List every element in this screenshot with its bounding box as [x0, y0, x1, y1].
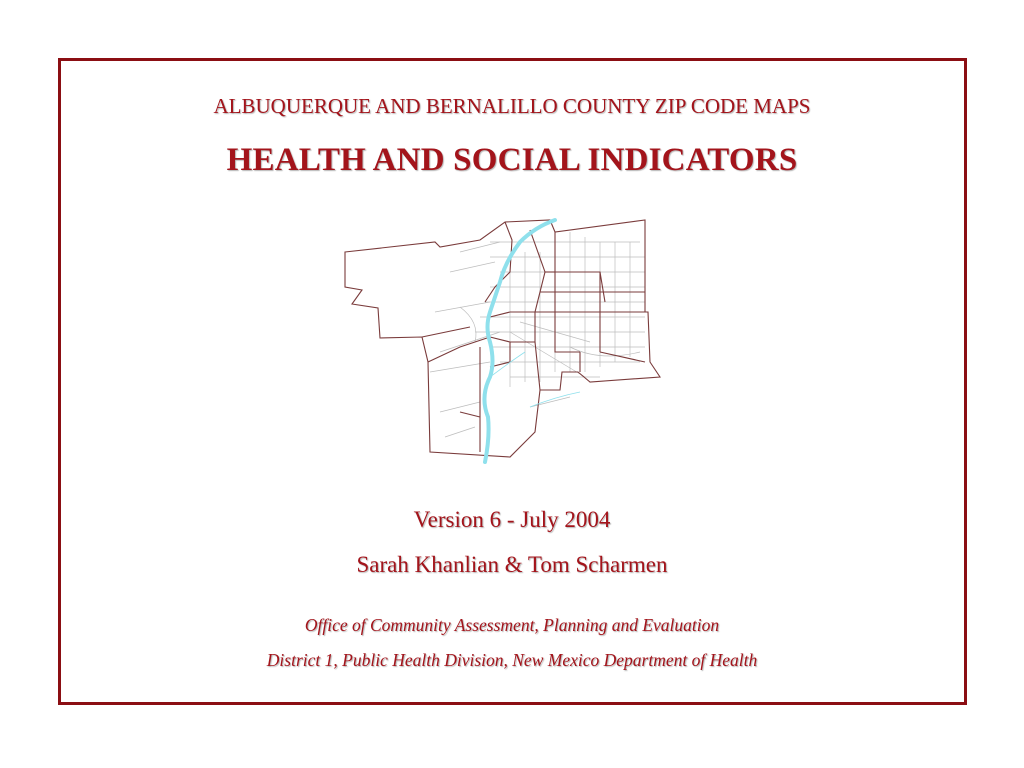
district-label: District 1, Public Health Division, New Mexico Department of Health [266, 650, 758, 670]
authors-label: Sarah Khanlian & Tom Scharmen [356, 552, 668, 577]
zip-code-map-icon [340, 212, 670, 468]
zip-boundaries [345, 220, 660, 457]
street-network [430, 232, 645, 437]
maps-subtitle: ALBUQUERQUE AND BERNALILLO COUNTY ZIP CODE MAPS [213, 94, 811, 118]
river [484, 220, 555, 462]
page-title: HEALTH AND SOCIAL INDICATORS [226, 142, 798, 178]
version-label: Version 6 - July 2004 [413, 507, 611, 532]
office-label: Office of Community Assessment, Planning and Evaluation [304, 615, 720, 635]
